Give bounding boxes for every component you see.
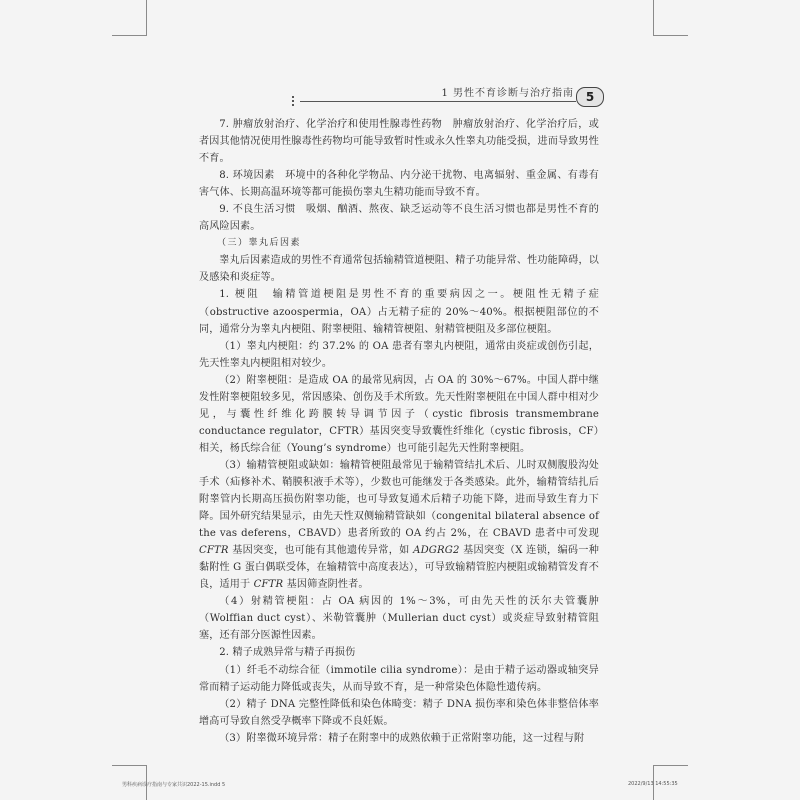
gene-name: CFTR — [253, 579, 284, 591]
paragraph — [199, 457, 599, 593]
text-run: 基因突变，也可能有其他遗传异常，如 — [228, 545, 414, 557]
crop-mark — [653, 35, 688, 36]
header-dots — [292, 96, 297, 106]
text-run: 基因突变（X 连锁，编码一种黏附性 G 蛋白偶联受体，在输精管中高度表达），可导致输精管腔内梗阻或输精管发育不良，适用于 — [199, 545, 599, 591]
crop-mark — [146, 0, 147, 35]
paragraph: （4）射精管梗阻：占 OA 病因的 1%～3%，可由先天性的沃尔夫管囊肿（Wolffian duct cyst）、米勒管囊肿（Mullerian duct cyst）或炎症导致射精管阻塞，还有部分医源性因素。 — [199, 596, 599, 642]
paragraph: 2. 精子成熟异常与精子再损伤 — [219, 647, 356, 659]
paragraph: 7. 肿瘤放射治疗、化学治疗和使用性腺毒性药物 肿瘤放射治疗、化学治疗后，或者因其他情况使用性腺毒性药物均可能导致暂时性或永久性睾丸功能受损，进而导致男性不育。 — [199, 119, 599, 165]
paragraph: （3）附睾微环境异常：精子在附睾中的成熟依赖于正常附睾功能，这一过程与附 — [219, 732, 585, 744]
paragraph: （1）纤毛不动综合征（immotile cilia syndrome）：是由于精子运动器或轴突异常而精子运动能力降低或丧失，从而导致不育，是一种常染色体隐性遗传病。 — [199, 664, 599, 693]
gene-name: ADGRG2 — [413, 545, 460, 557]
paragraph: （2）精子 DNA 完整性降低和染色体畸变：精子 DNA 损伤率和染色体非整倍体率增高可导致自然受孕概率下降或不良妊娠。 — [199, 698, 599, 727]
paragraph: （2）附睾梗阻：是造成 OA 的最常见病因，占 OA 的 30%～67%。中国人群中继发性附睾梗阻较多见，常因感染、创伤及手术所致。先天性附睾梗阻在中国人群中相对少见，与囊性纤维化跨膜转导调节因子（cystic fibrosis transmembrane conductance regulator，CFTR）基因突变导致囊性纤维化（cystic fibrosis，CF）相关，杨氏综合征（Young’s syndrome）也可能引起先天性附睾梗阻。 — [199, 374, 599, 454]
body-text — [199, 116, 599, 747]
paragraph: 8. 环境因素 环境中的各种化学物品、内分泌干扰物、电离辐射、重金属、有毒有害气体、长期高温环境等都可能损伤睾丸生精功能而导致不育。 — [199, 170, 599, 199]
page-number-badge: 5 — [576, 87, 604, 107]
crop-mark — [653, 0, 654, 35]
crop-mark — [653, 765, 688, 766]
print-footer-timestamp: 2022/9/13 14:55:35 — [628, 781, 678, 787]
crop-mark — [112, 35, 147, 36]
paragraph: 9. 不良生活习惯 吸烟、酗酒、熬夜、缺乏运动等不良生活习惯也都是男性不育的高风险因素。 — [199, 204, 599, 233]
crop-mark — [112, 765, 147, 766]
paragraph: 睾丸后因素造成的男性不育通常包括输精管道梗阻、精子功能异常、性功能障碍，以及感染和炎症等。 — [199, 255, 599, 284]
section-subheading: （三）睾丸后因素 — [217, 238, 302, 249]
paragraph: （1）睾丸内梗阻：约 37.2% 的 OA 患者有睾丸内梗阻，通常由炎症或创伤引起，先天性睾丸内梗阻相对较少。 — [199, 340, 599, 369]
running-header-title: 1 男性不育诊断与治疗指南 — [441, 88, 574, 99]
gene-name: CFTR — [199, 545, 229, 557]
text-run: （3）输精管梗阻或缺如：输精管梗阻最常见于输精管结扎术后、儿时双侧腹股沟处手术（疝修补术、鞘膜积液手术等），少数也可能继发于各类感染。此外，输精管结扎后附睾管内长期高压损伤附睾功能，也可导致复通术后精子功能下降，进而导致生育力下降。国外研究结果显示，由先天性双侧输精管缺如（congenital bilateral absence of the vas deferens，CBAVD）患者所致的 OA 约占 2%，在 CBAVD 患者中可发现 — [199, 459, 599, 540]
print-footer-file: 男科疾病诊疗指南与专家共识2022-15.indd 5 — [122, 782, 226, 788]
paragraph: 1. 梗阻 输精管道梗阻是男性不育的重要病因之一。梗阻性无精子症（obstructive azoospermia，OA）占无精子症的 20%～40%。根据梗阻部位的不同，通常分为睾丸内梗阻、附睾梗阻、输精管梗阻、射精管梗阻及多部位梗阻。 — [199, 289, 599, 335]
header-rule — [300, 101, 576, 102]
text-run: 基因筛查阴性者。 — [283, 579, 369, 591]
